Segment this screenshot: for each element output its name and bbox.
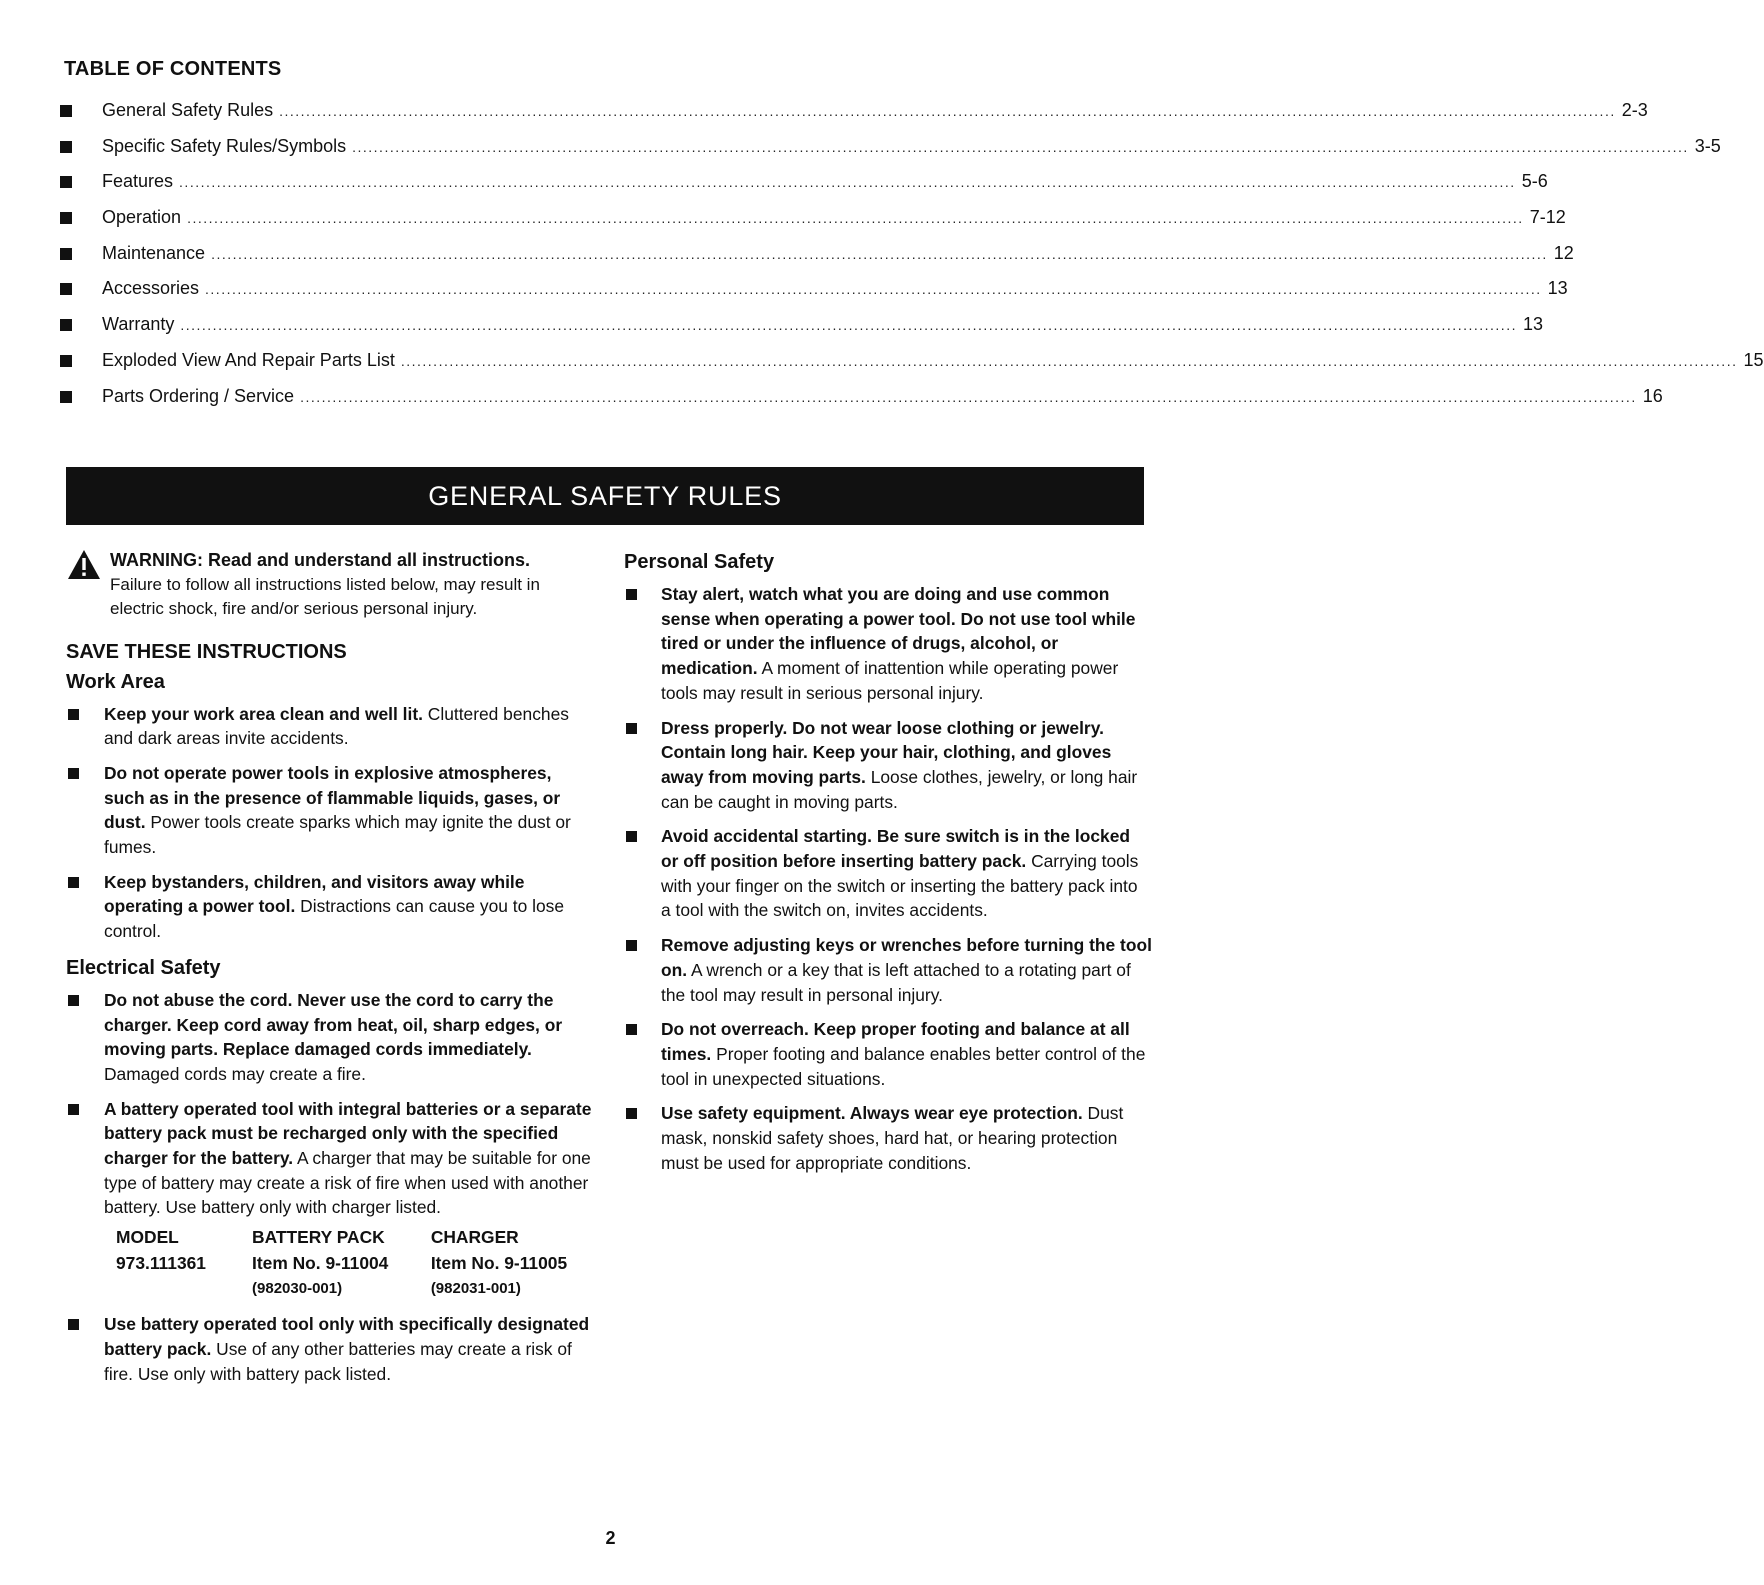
bullet-icon (60, 141, 72, 153)
toc-entry-page: 2-3 (1621, 100, 1648, 120)
item-text: A charger that may be suitable for one type of battery may create a risk of fire when used with another battery. Use battery only with charger listed. (104, 1148, 591, 1218)
bullet-icon (68, 1104, 79, 1115)
toc-entry (60, 314, 1544, 350)
toc-entry (60, 171, 1548, 207)
personal-safety-item (624, 582, 1152, 706)
battery-part-number: (982030-001) (252, 1280, 343, 1298)
item-lead: A battery operated tool with integral batteries or a separate battery pack must be recharged only with the specified charger for the battery. (104, 1098, 592, 1169)
item-lead: Dress properly. Do not wear loose clothing or jewelry. Contain long hair. Keep your hair, clothing, and gloves away from moving parts. (661, 717, 1112, 787)
item-text: Damaged cords may create a fire. (104, 1063, 366, 1084)
right-column (624, 548, 1152, 1185)
toc-entry-page: 13 (1522, 314, 1544, 335)
bullet-icon (60, 319, 72, 331)
header-model: MODEL (116, 1227, 179, 1248)
dot-leader: ........................................................................................................................................................................................................................................................ (352, 138, 1689, 155)
toc-entry-label: General Safety Rules (102, 100, 274, 120)
item-text: Cluttered benches and dark areas invite accidents. (104, 703, 569, 749)
battery-item-number: Item No. 9-11004 (252, 1253, 389, 1274)
personal-safety-item (624, 824, 1152, 923)
personal-safety-item (624, 716, 1152, 815)
toc-list (60, 100, 1764, 421)
bullet-icon (60, 105, 72, 117)
work-area-item (66, 702, 596, 751)
bullet-icon (68, 1319, 79, 1330)
header-charger: CHARGER (430, 1227, 519, 1248)
toc-entry (60, 349, 1764, 386)
item-text: A moment of inattention while operating power tools may result in serious personal injury. (661, 658, 1119, 703)
bullet-icon (626, 723, 637, 734)
model-number: 973.111361 (116, 1253, 206, 1274)
toc-entry-label: Parts Ordering / Service (102, 385, 295, 406)
work-area-heading: Work Area (66, 670, 165, 693)
model-table-header (116, 1224, 596, 1250)
toc-entry-page: 15 (1743, 349, 1764, 370)
item-text: Distractions can cause you to lose control. (104, 896, 565, 942)
item-lead: Stay alert, watch what you are doing and use common sense when operating a power tool. Do not use tool while tired or under the influence of drugs, alcohol, or medication. (661, 584, 1136, 679)
toc-entry-page: 16 (1642, 385, 1663, 406)
bullet-icon (626, 940, 637, 951)
toc-entry-label: Accessories (102, 278, 200, 299)
electrical-safety-heading: Electrical Safety (66, 956, 221, 979)
personal-safety-item (624, 933, 1152, 1007)
toc-entry-page: 12 (1553, 242, 1574, 263)
item-lead: Do not operate power tools in explosive atmospheres, such as in the presence of flammable liquids, gases, or dust. (104, 762, 561, 833)
work-area-item (66, 761, 596, 860)
save-instructions-heading: SAVE THESE INSTRUCTIONS (66, 640, 347, 663)
warning-block (66, 548, 596, 622)
toc-entry (60, 385, 1663, 422)
bullet-icon (68, 995, 79, 1006)
toc-entry-page: 7-12 (1529, 207, 1566, 228)
item-text: A wrench or a key that is left attached to a rotating part of the tool may result in personal injury. (661, 959, 1131, 1005)
model-sub (116, 1276, 252, 1302)
dot-leader: ........................................................................................................................................................................................................................................................ (211, 245, 1548, 262)
dot-leader: ........................................................................................................................................................................................................................................................ (187, 210, 1524, 227)
item-text: Dust mask, nonskid safety shoes, hard hat, or hearing protection must be used for appropriate conditions. (661, 1103, 1124, 1173)
warning-heading: WARNING: Read and understand all instructions. (110, 550, 531, 570)
toc-title: TABLE OF CONTENTS (64, 58, 282, 80)
bullet-icon (626, 831, 637, 842)
personal-safety-heading: Personal Safety (624, 551, 775, 573)
toc-entry-page: 5-6 (1521, 171, 1548, 192)
bullet-icon (60, 391, 72, 403)
toc-entry (60, 100, 1648, 136)
model-table-subrow (116, 1276, 596, 1302)
item-lead: Keep bystanders, children, and visitors away while operating a power tool. (104, 871, 525, 917)
toc-entry (60, 278, 1568, 314)
bullet-icon (60, 176, 72, 188)
item-lead: Avoid accidental starting. Be sure switch is in the locked or off position before inserting battery pack. (661, 826, 1131, 872)
bullet-icon (60, 212, 72, 224)
electrical-safety-item (66, 1097, 596, 1221)
item-text: Proper footing and balance enables better control of the tool in unexpected situations. (661, 1043, 1146, 1089)
toc-entry (60, 135, 1721, 172)
toc-entry (60, 242, 1574, 279)
bullet-icon (60, 283, 72, 295)
warning-text: Failure to follow all instructions listed below, may result in electric shock, fire and/or serious personal injury. (110, 574, 540, 618)
electrical-safety-item (66, 1312, 596, 1386)
warning-triangle-icon (66, 548, 102, 582)
toc-entry-page: 3-5 (1694, 135, 1721, 156)
bullet-icon (626, 589, 637, 600)
toc-entry-label: Operation (102, 207, 182, 228)
model-table (116, 1224, 596, 1302)
bullet-icon (68, 768, 79, 779)
bullet-icon (68, 709, 79, 720)
item-lead: Keep your work area clean and well lit. (104, 703, 423, 724)
item-text: Power tools create sparks which may ignite the dust or fumes. (104, 812, 571, 858)
bullet-icon (68, 877, 79, 888)
toc-entry-page: 13 (1547, 278, 1568, 299)
toc-entry (60, 207, 1566, 243)
item-lead: Use safety equipment. Always wear eye protection. (661, 1103, 1083, 1124)
bullet-icon (60, 248, 72, 260)
item-text: Carrying tools with your finger on the switch or inserting the battery pack into a tool with the switch on, invites accidents. (661, 851, 1139, 921)
header-battery-pack: BATTERY PACK (252, 1227, 385, 1248)
item-lead: Do not overreach. Keep proper footing and balance at all times. (661, 1019, 1130, 1064)
bullet-icon (626, 1024, 637, 1035)
toc-entry-label: Features (102, 171, 174, 192)
toc-entry-label: Exploded View And Repair Parts List (102, 349, 395, 370)
item-lead: Remove adjusting keys or wrenches before turning the tool on. (661, 935, 1152, 980)
dot-leader: ........................................................................................................................................................................................................................................................ (179, 174, 1516, 191)
toc-entry-label: Maintenance (102, 242, 206, 263)
item-text: Loose clothes, jewelry, or long hair can be caught in moving parts. (661, 766, 1138, 812)
charger-item-number: Item No. 9-11005 (430, 1253, 568, 1274)
bullet-icon (626, 1108, 637, 1119)
model-table-row (116, 1250, 596, 1276)
dot-leader: ........................................................................................................................................................................................................................................................ (205, 281, 1542, 298)
left-column (66, 548, 596, 1396)
charger-part-number: (982031-001) (430, 1280, 521, 1298)
bullet-icon (60, 355, 72, 367)
item-lead: Use battery operated tool only with specifically designated battery pack. (104, 1314, 590, 1359)
electrical-safety-item (66, 988, 596, 1087)
personal-safety-item (624, 1101, 1152, 1175)
work-area-item (66, 870, 596, 944)
dot-leader: ........................................................................................................................................................................................................................................................ (400, 352, 1738, 369)
dot-leader: ........................................................................................................................................................................................................................................................ (300, 388, 1637, 405)
item-lead: Do not abuse the cord. Never use the cord to carry the charger. Keep cord away from heat, oil, sharp edges, or moving parts. Replace damaged cords immediately. (104, 989, 563, 1060)
toc-entry-label: Warranty (102, 314, 175, 335)
section-banner: GENERAL SAFETY RULES (66, 467, 1144, 525)
dot-leader: ........................................................................................................................................................................................................................................................ (279, 103, 1616, 119)
page-number: 2 (605, 1528, 616, 1548)
toc-entry-label: Specific Safety Rules/Symbols (102, 135, 347, 156)
personal-safety-item (624, 1017, 1152, 1091)
dot-leader: ........................................................................................................................................................................................................................................................ (180, 317, 1517, 334)
item-text: Use of any other batteries may create a risk of fire. Use only with battery pack listed. (104, 1338, 572, 1384)
